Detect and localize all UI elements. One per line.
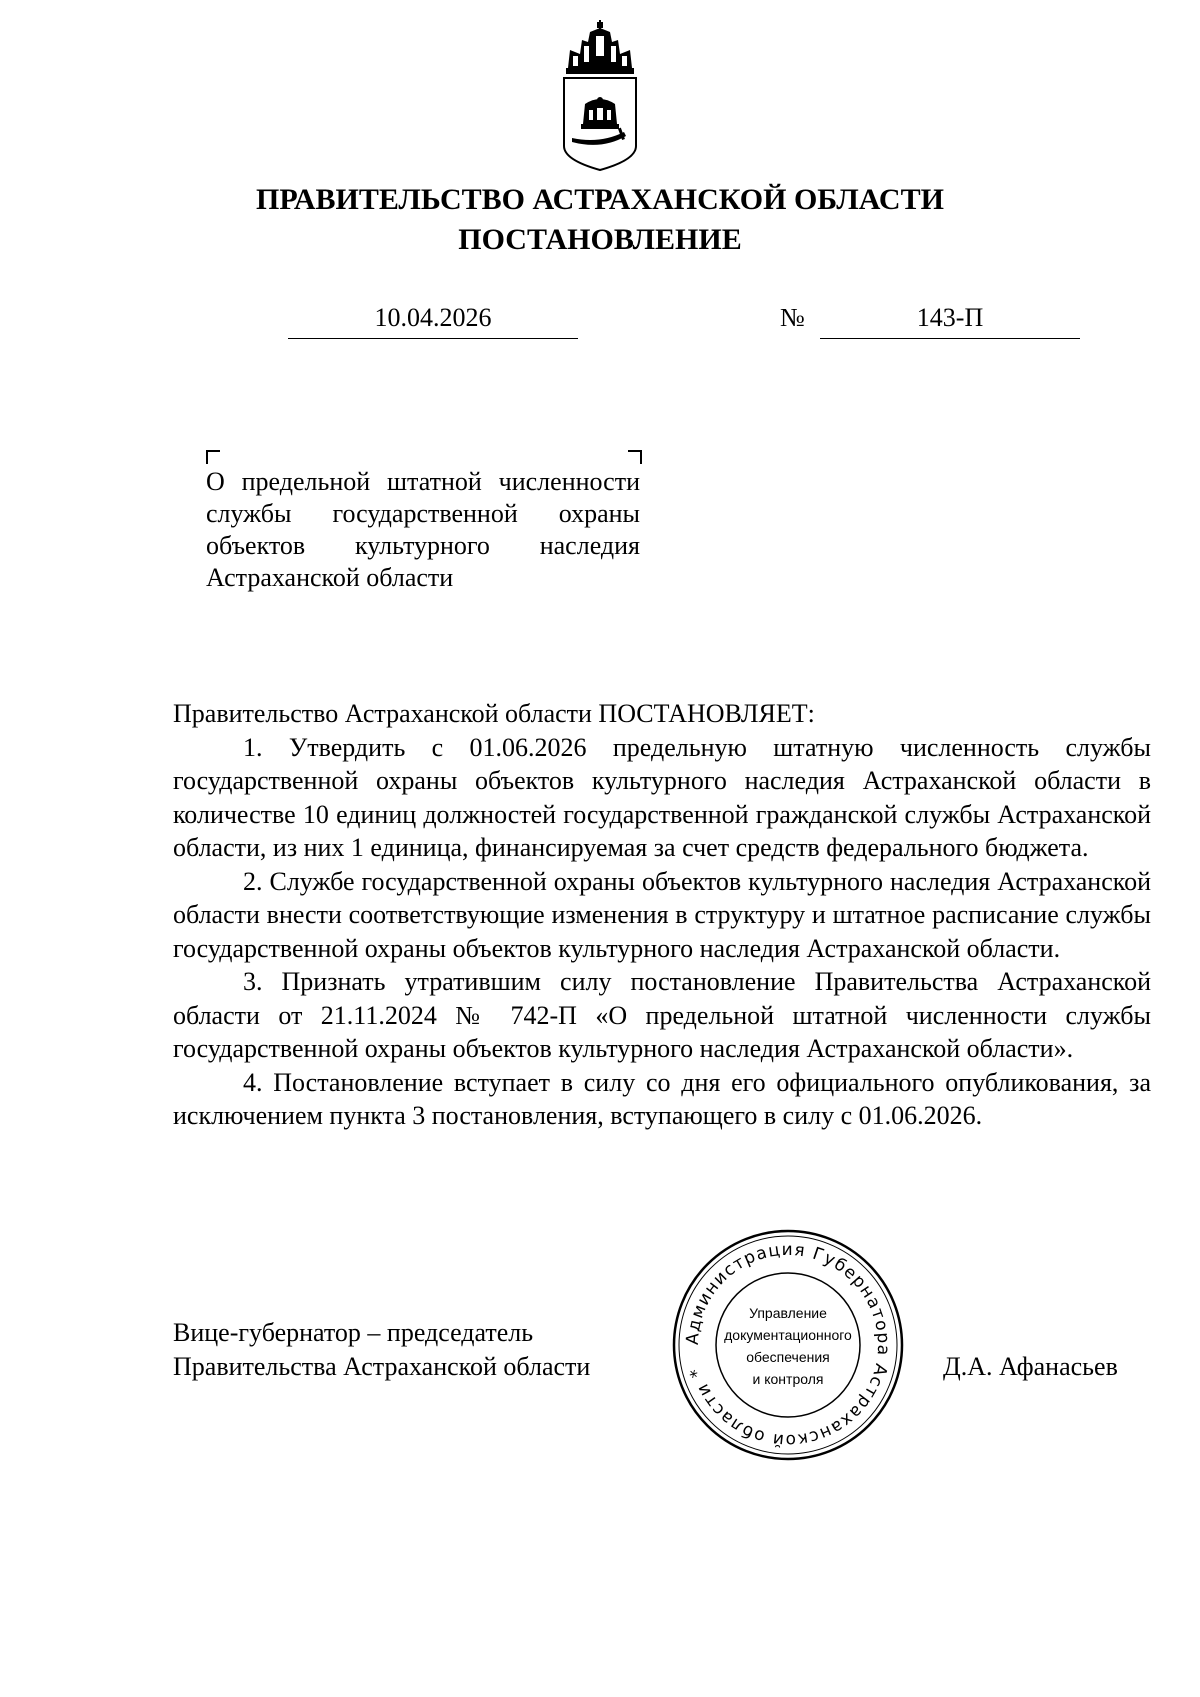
- body-item-4: 4. Постановление вступает в силу со дня его официального опубликования, за исключением пункта 3 постановления, вступающего в силу с 01.06.2026.: [173, 1067, 1151, 1130]
- signer-position-line-2: Правительства Астраханской области: [173, 1351, 591, 1381]
- body-item-3: 3. Признать утратившим силу постановление Правительства Астраханской области от 21.11.2024 № 742-П «О предельной штатной численности службы государственной охраны объектов культурного наследия Астраханской области».: [173, 967, 1151, 1063]
- seal-center-line-2: документационного: [724, 1327, 852, 1343]
- number-sign: №: [780, 303, 805, 332]
- document-number: 143-П: [820, 300, 1080, 339]
- document-header: [0, 180, 1200, 260]
- document-body: [173, 697, 1151, 1133]
- seal-ring-text: Администрация Губернатора Астраханской области *: [682, 1239, 894, 1451]
- document-date: 10.04.2026: [288, 300, 578, 339]
- body-item-2: 2. Службе государственной охраны объектов культурного наследия Астраханской области внести соответствующие изменения в структуру и штатное расписание службы государственной охраны объектов культурного наследия Астраханской области.: [173, 866, 1151, 963]
- government-name: ПРАВИТЕЛЬСТВО АСТРАХАНСКОЙ ОБЛАСТИ: [256, 183, 944, 216]
- seal-center-line-1: Управление: [749, 1305, 827, 1321]
- body-intro: Правительство Астраханской области ПОСТАНОВЛЯЕТ:: [173, 699, 815, 728]
- seal-inner-ring: [679, 1236, 897, 1454]
- body-item-1: 1. Утвердить с 01.06.2026 предельную штатную численность службы государственной охраны объектов культурного наследия Астраханской области в количестве 10 единиц должностей государственной гражданской службы Астраханской области, из них 1 единица, финансируемая за счет средств федерального бюджета.: [173, 732, 1151, 862]
- coat-of-arms-emblem: [560, 20, 640, 172]
- document-subject: О предельной штатной численности службы государственной охраны объектов культурного наследия Астраханской области: [206, 467, 640, 592]
- seal-center-ring: [716, 1273, 860, 1417]
- document-type: ПОСТАНОВЛЕНИЕ: [458, 223, 742, 256]
- seal-center-line-3: обеспечения: [746, 1349, 830, 1365]
- signer-name: Д.А. Афанасьев: [943, 1352, 1118, 1381]
- seal-outer-ring: [674, 1231, 902, 1459]
- official-seal: [670, 1227, 906, 1463]
- seal-center-line-4: и контроля: [752, 1371, 824, 1387]
- subject-corner-right: [628, 450, 642, 464]
- subject-corner-left: [206, 450, 220, 464]
- svg-text:Администрация Губернатора Астр: [683, 1240, 893, 1450]
- signer-position: [173, 1316, 590, 1383]
- signer-position-line-1: Вице-губернатор – председатель: [173, 1318, 534, 1347]
